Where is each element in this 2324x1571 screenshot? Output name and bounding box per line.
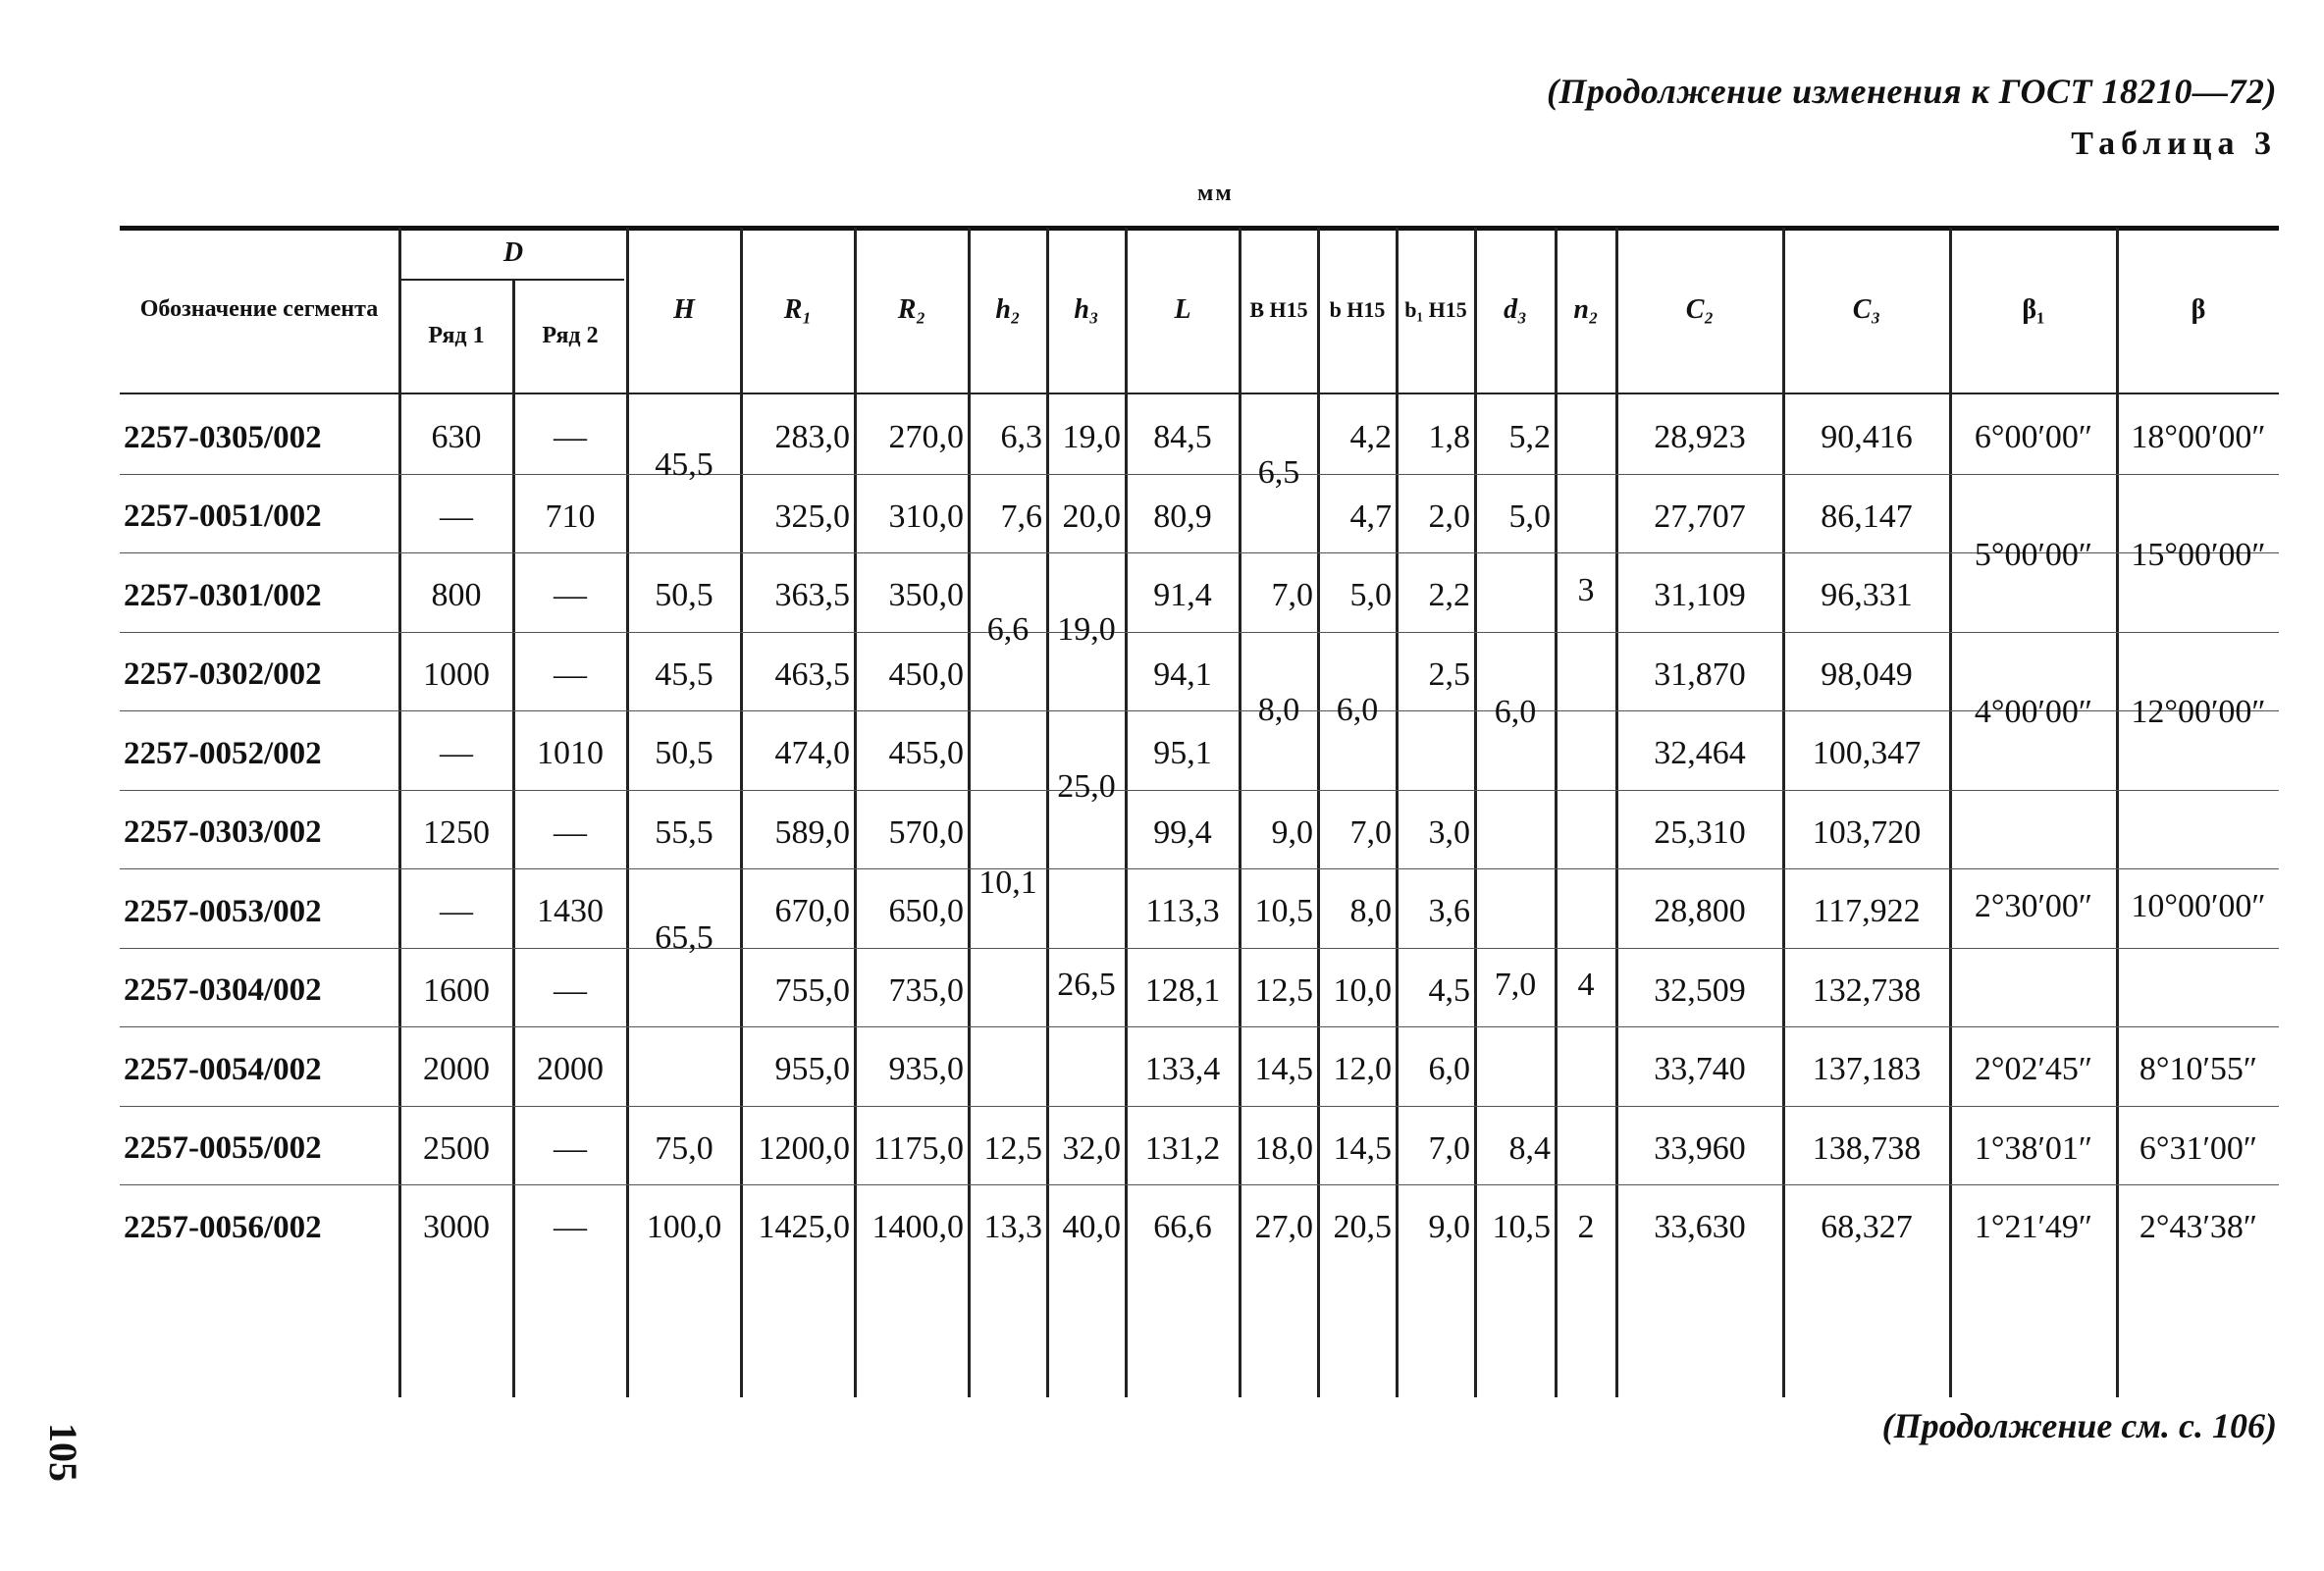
header-h: H (673, 294, 695, 326)
cell-C3: 100,347 (1812, 735, 1922, 772)
cell-R1: 474,0 (774, 735, 850, 772)
cell-H: 50,5 (655, 735, 713, 772)
col-divider (398, 228, 401, 1397)
cell-row2: — (554, 1209, 587, 1246)
cell-h3: 19,0 (1062, 419, 1121, 456)
cell-C3: 86,147 (1821, 497, 1913, 535)
footer-continuation: (Продолжение см. с. 106) (1881, 1406, 2277, 1445)
page-number: 105 (41, 1423, 85, 1482)
cell-b1: 6,0 (1428, 1051, 1470, 1088)
merged-h3-rows-3-4: 19,0 (1057, 611, 1116, 648)
cell-beta1: 1°38′01″ (1974, 1129, 2093, 1167)
cell-row2: — (554, 655, 587, 693)
header-beta1: β₁ (2022, 294, 2045, 326)
header-designation: Обозначение сегмента (139, 296, 379, 323)
cell-C2: 33,740 (1654, 1051, 1746, 1088)
cell-b: 12,0 (1333, 1051, 1392, 1088)
header-b1: b₁ H15 (1404, 297, 1467, 323)
cell-C2: 32,464 (1654, 735, 1746, 772)
cell-R1: 363,5 (774, 577, 850, 614)
cell-C3: 138,738 (1812, 1129, 1922, 1167)
cell-R2: 455,0 (888, 735, 964, 772)
cell-C3: 137,183 (1812, 1051, 1922, 1088)
cell-B: 10,5 (1254, 893, 1313, 930)
table-label: Таблица 3 (2071, 126, 2277, 162)
cell-designation: 2257-0051/002 (124, 498, 322, 535)
merged-h-rows-8-9: 65,5 (655, 919, 713, 956)
cell-designation: 2257-0304/002 (124, 972, 322, 1009)
cell-H: 45,5 (655, 655, 713, 693)
merged-beta1-rows-4-5: 4°00′00″ (1974, 694, 2093, 730)
col-divider (1239, 228, 1241, 1397)
cell-beta: 2°43′38″ (2139, 1209, 2258, 1246)
merged-h3-rows-7-9: 26,5 (1057, 967, 1116, 1003)
cell-row1: 630 (431, 419, 482, 456)
cell-row1: 1000 (423, 655, 490, 693)
cell-R1: 755,0 (774, 971, 850, 1009)
cell-R1: 283,0 (774, 419, 850, 456)
cell-d3: 5,0 (1508, 497, 1551, 535)
row-underline (120, 1106, 2279, 1107)
header-n2: n₂ (1573, 294, 1599, 326)
cell-H: 55,5 (655, 813, 713, 851)
cell-b1: 1,8 (1428, 419, 1470, 456)
cell-b: 20,5 (1333, 1209, 1392, 1246)
cell-designation: 2257-0303/002 (124, 814, 322, 851)
cell-row1: 1250 (423, 813, 490, 851)
cell-h2: 7,6 (1000, 497, 1042, 535)
cell-designation: 2257-0055/002 (124, 1130, 322, 1167)
merged-h3-rows-5-6: 25,0 (1057, 768, 1116, 805)
cell-b: 10,0 (1333, 971, 1392, 1009)
merged-d3-rows-3-6: 6,0 (1494, 694, 1537, 730)
cell-row1: 2000 (423, 1051, 490, 1088)
cell-R2: 270,0 (888, 419, 964, 456)
cell-row2: 2000 (537, 1051, 604, 1088)
header-row1: Ряд 1 (428, 323, 485, 349)
col-divider (626, 228, 629, 1397)
cell-row2: — (554, 971, 587, 1009)
cell-beta1: 1°21′49″ (1974, 1209, 2093, 1246)
cell-b: 4,7 (1349, 497, 1392, 535)
cell-row1: 3000 (423, 1209, 490, 1246)
cell-designation: 2257-0305/002 (124, 419, 322, 455)
cell-L: 66,6 (1153, 1209, 1212, 1246)
col-divider (1317, 228, 1320, 1397)
header-d: D (502, 237, 524, 269)
merged-beta-rows-2-3: 15°00′00″ (2131, 537, 2266, 573)
cell-C3: 103,720 (1812, 813, 1922, 851)
cell-h3: 40,0 (1062, 1209, 1121, 1246)
cell-H: 50,5 (655, 577, 713, 614)
cell-C2: 33,960 (1654, 1129, 1746, 1167)
cell-R2: 310,0 (888, 497, 964, 535)
cell-L: 84,5 (1153, 419, 1212, 456)
cell-L: 133,4 (1144, 1051, 1221, 1088)
cell-b: 14,5 (1333, 1129, 1392, 1167)
cell-row2: — (554, 813, 587, 851)
cell-b: 5,0 (1349, 577, 1392, 614)
continuation-header: (Продолжение изменения к ГОСТ 18210—72) (1546, 72, 2277, 111)
cell-R2: 935,0 (888, 1051, 964, 1088)
merged-h-rows-1-2: 45,5 (655, 446, 713, 483)
cell-C3: 96,331 (1821, 577, 1913, 614)
cell-B: 27,0 (1254, 1209, 1313, 1246)
merged-d3-rows-7-9: 7,0 (1494, 967, 1537, 1003)
cell-h3: 32,0 (1062, 1129, 1121, 1167)
cell-L: 99,4 (1153, 813, 1212, 851)
merged-n2-rows-1-4: 3 (1577, 572, 1595, 608)
cell-C2: 27,707 (1654, 497, 1746, 535)
cell-R2: 1400,0 (872, 1209, 964, 1246)
cell-L: 95,1 (1153, 735, 1212, 772)
col-divider (1615, 228, 1618, 1397)
cell-designation: 2257-0054/002 (124, 1051, 322, 1087)
cell-C2: 31,109 (1654, 577, 1746, 614)
header-b-wide: B H15 (1249, 297, 1308, 323)
cell-beta: 8°10′55″ (2139, 1051, 2258, 1088)
cell-h3: 20,0 (1062, 497, 1121, 535)
cell-b1: 7,0 (1428, 1129, 1470, 1167)
cell-b: 4,2 (1349, 419, 1392, 456)
cell-beta1: 2°02′45″ (1974, 1051, 2093, 1088)
cell-h2: 6,3 (1000, 419, 1042, 456)
cell-row2: — (554, 577, 587, 614)
cell-b1: 4,5 (1428, 971, 1470, 1009)
cell-C2: 25,310 (1654, 813, 1746, 851)
cell-C2: 31,870 (1654, 655, 1746, 693)
cell-L: 94,1 (1153, 655, 1212, 693)
cell-row1: 800 (431, 577, 482, 614)
col-divider (1125, 228, 1128, 1397)
col-divider (1782, 228, 1785, 1397)
cell-R1: 463,5 (774, 655, 850, 693)
cell-d3: 5,2 (1508, 419, 1551, 456)
header-r1: R₁ (783, 294, 813, 326)
cell-b: 7,0 (1349, 813, 1392, 851)
cell-row2: 1010 (537, 735, 604, 772)
cell-R2: 350,0 (888, 577, 964, 614)
cell-B: 18,0 (1254, 1129, 1313, 1167)
merged-n2-rows-5-10: 4 (1577, 967, 1595, 1003)
cell-row1: — (440, 497, 473, 535)
cell-R1: 1200,0 (758, 1129, 850, 1167)
cell-L: 91,4 (1153, 577, 1212, 614)
cell-C3: 132,738 (1812, 971, 1922, 1009)
cell-designation: 2257-0052/002 (124, 735, 322, 771)
header-c2: C₂ (1685, 294, 1715, 326)
header-c3: C₃ (1852, 294, 1881, 326)
cell-L: 128,1 (1144, 971, 1221, 1009)
cell-R1: 670,0 (774, 893, 850, 930)
cell-b1: 3,6 (1428, 893, 1470, 930)
cell-designation: 2257-0056/002 (124, 1209, 322, 1245)
cell-H: 100,0 (646, 1209, 722, 1246)
cell-row2: 710 (545, 497, 596, 535)
cell-C2: 32,509 (1654, 971, 1746, 1009)
cell-R1: 589,0 (774, 813, 850, 851)
header-h3: h₃ (1074, 294, 1099, 326)
cell-row2: — (554, 1129, 587, 1167)
cell-designation: 2257-0053/002 (124, 893, 322, 929)
cell-C2: 28,800 (1654, 893, 1746, 930)
row-underline (120, 632, 2279, 633)
merged-h2-rows-5-9: 10,1 (978, 864, 1037, 901)
merged-beta1-rows-6-8: 2°30′00″ (1974, 888, 2093, 924)
merged-h2-rows-3-4: 6,6 (986, 611, 1030, 648)
cell-designation: 2257-0302/002 (124, 656, 322, 693)
cell-row1: — (440, 735, 473, 772)
header-row2: Ряд 2 (542, 323, 599, 349)
col-divider (1949, 228, 1952, 1397)
cell-b1: 2,2 (1428, 577, 1470, 614)
col-divider (512, 281, 515, 1397)
cell-row1: — (440, 893, 473, 930)
cell-row2: 1430 (537, 893, 604, 930)
cell-R2: 450,0 (888, 655, 964, 693)
cell-h2: 12,5 (983, 1129, 1042, 1167)
merged-beta1-rows-2-3: 5°00′00″ (1974, 537, 2093, 573)
cell-H: 75,0 (655, 1129, 713, 1167)
merged-b-rows-4-5: 8,0 (1257, 692, 1300, 728)
merged-beta-rows-4-5: 12°00′00″ (2131, 694, 2266, 730)
cell-C3: 90,416 (1821, 419, 1913, 456)
col-divider (854, 228, 857, 1397)
cell-C3: 98,049 (1821, 655, 1913, 693)
cell-b1: 2,0 (1428, 497, 1470, 535)
row-underline (120, 1026, 2279, 1027)
cell-beta1: 6°00′00″ (1974, 419, 2093, 456)
header-beta: β (2191, 294, 2206, 326)
col-divider (1396, 228, 1399, 1397)
col-divider (1474, 228, 1477, 1397)
cell-b1: 3,0 (1428, 813, 1470, 851)
row-underline (120, 1184, 2279, 1185)
header-h2: h₂ (995, 294, 1021, 326)
col-divider (740, 228, 743, 1397)
header-d3: d₃ (1504, 294, 1527, 326)
cell-R2: 735,0 (888, 971, 964, 1009)
cell-B: 7,0 (1271, 577, 1313, 614)
cell-C3: 68,327 (1821, 1209, 1913, 1246)
cell-B: 12,5 (1254, 971, 1313, 1009)
row-underline (120, 474, 2279, 475)
unit-label: мм (1197, 181, 1234, 206)
col-divider (1555, 228, 1558, 1397)
cell-C3: 117,922 (1813, 893, 1921, 930)
merged-b-rows-1-2: 6,5 (1257, 454, 1300, 491)
cell-b: 8,0 (1349, 893, 1392, 930)
cell-designation: 2257-0301/002 (124, 577, 322, 613)
cell-R2: 650,0 (888, 893, 964, 930)
cell-b1: 9,0 (1428, 1209, 1470, 1246)
cell-B: 14,5 (1254, 1051, 1313, 1088)
cell-beta: 18°00′00″ (2131, 419, 2266, 456)
cell-L: 113,3 (1145, 893, 1220, 930)
cell-L: 80,9 (1153, 497, 1212, 535)
cell-h2: 13,3 (983, 1209, 1042, 1246)
cell-R2: 570,0 (888, 813, 964, 851)
cell-d3: 10,5 (1492, 1209, 1551, 1246)
cell-n2: 2 (1577, 1209, 1595, 1246)
col-divider (2116, 228, 2119, 1397)
cell-row1: 2500 (423, 1129, 490, 1167)
header-bottom-rule (120, 393, 2279, 394)
header-b: b H15 (1329, 297, 1386, 323)
merged-beta-rows-6-8: 10°00′00″ (2131, 888, 2266, 924)
row-underline (120, 790, 2279, 791)
header-l: L (1174, 294, 1191, 326)
cell-row2: — (554, 419, 587, 456)
cell-b1: 2,5 (1428, 655, 1470, 693)
cell-beta: 6°31′00″ (2139, 1129, 2258, 1167)
merged-bsmall-row-4: 6,0 (1336, 692, 1379, 728)
cell-B: 9,0 (1271, 813, 1313, 851)
cell-R1: 325,0 (774, 497, 850, 535)
cell-C2: 33,630 (1654, 1209, 1746, 1246)
cell-L: 131,2 (1144, 1129, 1221, 1167)
cell-d3: 8,4 (1508, 1129, 1551, 1167)
cell-R2: 1175,0 (872, 1129, 964, 1167)
cell-R1: 1425,0 (758, 1209, 850, 1246)
cell-C2: 28,923 (1654, 419, 1746, 456)
header-r2: R₂ (897, 294, 926, 326)
cell-R1: 955,0 (774, 1051, 850, 1088)
cell-row1: 1600 (423, 971, 490, 1009)
